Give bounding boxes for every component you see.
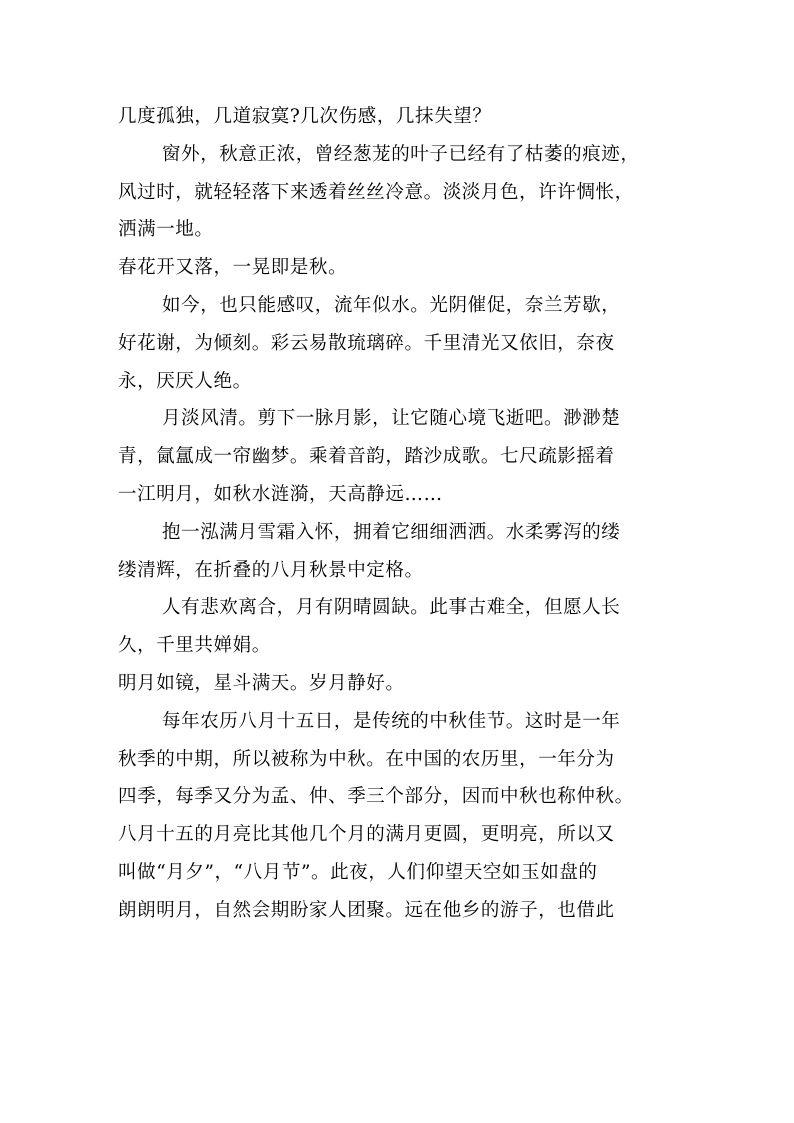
text-line: 月淡风清。剪下一脉月影，让它随心境飞逝吧。渺渺楚 [162,408,621,430]
text-line: 青，氤氲成一帘幽梦。乘着音韵，踏沙成歌。七尺疏影摇着 [118,446,615,468]
text-line: 几度孤独，几道寂寞?几次伤感，几抹失望？ [118,106,492,127]
text-line: 窗外，秋意正浓，曾经葱茏的叶子已经有了枯萎的痕迹， [162,143,640,165]
text-line: 八月十五的月亮比其他几个月的满月更圆，更明亮，所以又 [118,824,615,846]
text-line: 一江明月，如秋水涟漪，天高静远…… [118,483,443,505]
text-line: 风过时，就轻轻落下来透着丝丝冷意。淡淡月色，许许惆怅， [118,181,634,203]
text-line: 永，厌厌人绝。 [118,370,252,392]
text-line: 好花谢，为倾刻。彩云易散琉璃碎。千里清光又依旧，奈夜 [118,332,615,354]
text-line: 每年农历八月十五日，是传统的中秋佳节。这时是一年 [162,710,621,732]
text-line: 洒满一地。 [118,219,214,241]
text-line: 久，千里共婵娟。 [118,635,271,657]
text-line: 如今，也只能感叹，流年似水。光阴催促，奈兰芳歇， [162,294,621,316]
text-line: 四季，每季又分为孟、仲、季三个部分，因而中秋也称仲秋。 [118,786,634,808]
text-line: 缕清辉，在折叠的八月秋景中定格。 [118,559,424,581]
text-line: 秋季的中期，所以被称为中秋。在中国的农历里，一年分为 [118,748,615,770]
text-line: 叫做“月夕”，“八月节”。此夜，人们仰望天空如玉如盘的 [118,861,598,883]
text-line: 抱一泓满月雪霜入怀，拥着它细细洒洒。水柔雾泻的缕 [162,521,621,543]
text-line: 朗朗明月，自然会期盼家人团聚。远在他乡的游子，也借此 [118,899,615,921]
text-line: 人有悲欢离合，月有阴晴圆缺。此事古难全，但愿人长 [162,597,621,619]
document-body [118,98,678,930]
text-line: 明月如镜，星斗满天。岁月静好。 [118,672,405,694]
text-line: 春花开又落，一晃即是秋。 [118,257,348,279]
